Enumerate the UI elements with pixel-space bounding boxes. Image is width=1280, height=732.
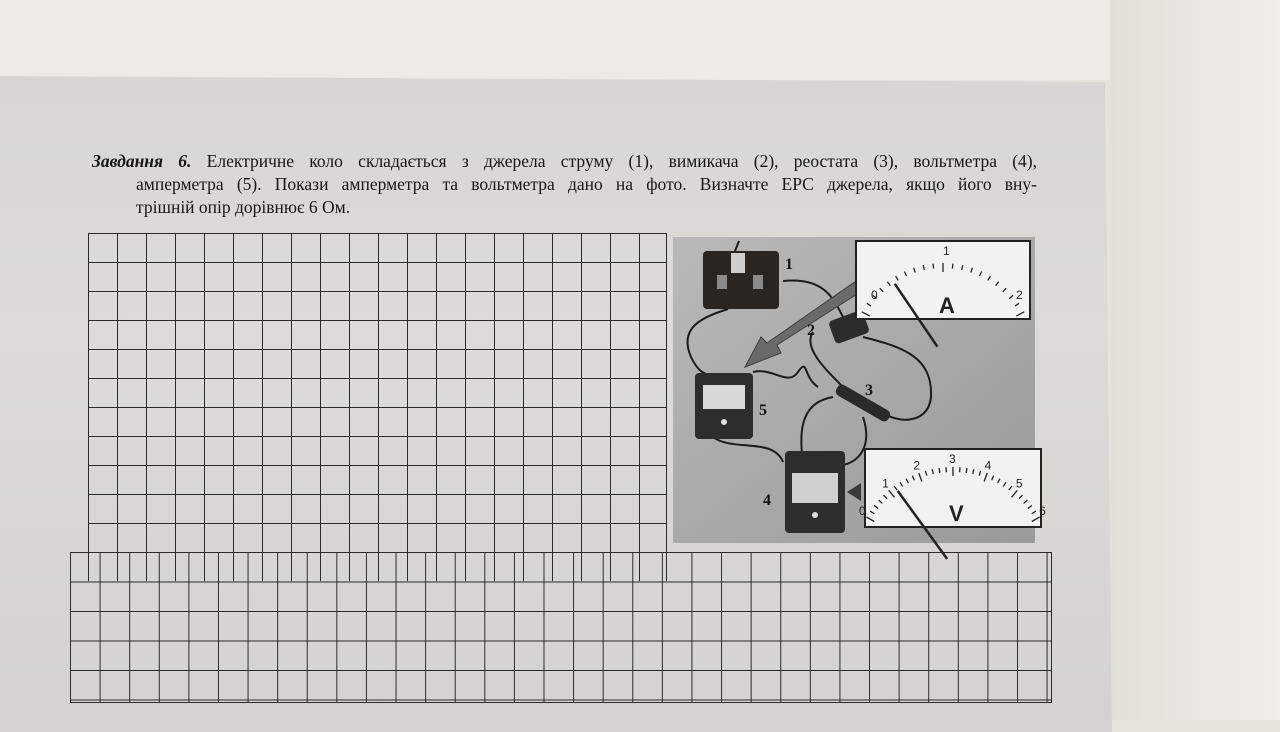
label-5: 5 xyxy=(759,402,767,419)
voltmeter-scale-number: 3 xyxy=(949,452,956,466)
ammeter-scale-one: 1 xyxy=(943,244,950,258)
scale-tick xyxy=(933,264,934,269)
answer-grid-lower xyxy=(70,552,1052,703)
source-terminal-right xyxy=(753,275,763,289)
label-2: 2 xyxy=(807,322,815,339)
task-line-2: амперметра (5). Покази амперметра та вольтметра дано на фото. Визначте ЕРС джерела, якщо його вну- xyxy=(92,173,1037,196)
task-number: Завдання 6. xyxy=(92,151,191,171)
source-sticker xyxy=(731,253,745,273)
voltmeter-unit: V xyxy=(949,501,964,526)
circuit-photo xyxy=(673,237,1035,543)
voltmeter-device xyxy=(785,451,845,533)
ammeter-scale-two: 2 xyxy=(1016,288,1023,302)
desk-background-right xyxy=(1110,0,1280,720)
ammeter-device xyxy=(695,373,753,439)
answer-grid-upper xyxy=(88,233,667,581)
scale-tick xyxy=(966,468,967,473)
ammeter-scale-zero: 0 xyxy=(871,288,878,302)
voltmeter-scale-number: 6 xyxy=(1039,504,1046,518)
label-4: 4 xyxy=(763,492,771,509)
task-line-3: трішній опір дорівнює 6 Ом. xyxy=(92,196,1037,219)
current-source xyxy=(703,241,779,309)
voltmeter-device-knob xyxy=(812,512,818,518)
task-line-1 xyxy=(92,150,1037,173)
circuit-photo-svg xyxy=(673,237,1035,543)
ammeter-device-knob xyxy=(721,419,727,425)
ammeter-device-dial xyxy=(703,385,745,409)
voltmeter-device-dial xyxy=(792,473,838,503)
label-3: 3 xyxy=(865,382,873,399)
scale-tick xyxy=(939,468,940,473)
ammeter-unit: A xyxy=(939,293,955,318)
task-line-1-text: Електричне коло складається з джерела струму (1), вимикача (2), реостата (3), вольтметра (4), xyxy=(207,151,1037,171)
task-text xyxy=(92,150,1037,219)
voltmeter-scale-number: 5 xyxy=(1016,476,1023,490)
voltmeter-scale-number: 2 xyxy=(913,458,920,472)
scale-tick xyxy=(952,264,953,269)
label-1: 1 xyxy=(785,256,793,273)
desk-background xyxy=(0,0,1280,80)
source-terminal-left xyxy=(717,275,727,289)
voltmeter-scale-number: 4 xyxy=(985,458,992,472)
voltmeter-scale-number: 0 xyxy=(859,504,866,518)
voltmeter-scale-number: 1 xyxy=(882,476,889,490)
